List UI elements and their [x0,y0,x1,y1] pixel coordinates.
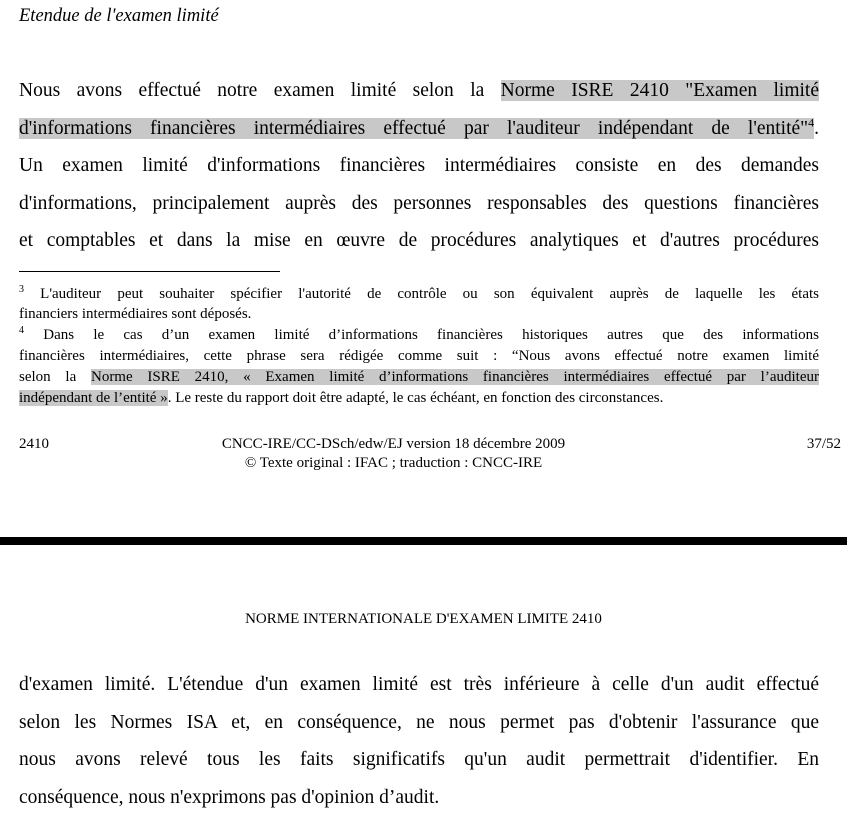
footnote-4-line: selon la Norme ISRE 2410, « Examen limité d’informations financières intermédiaires effectué par l’auditeur [19,369,819,385]
paragraph-line: nous avons relevé tous les faits significatifs qu'un audit permettrait d'identifier. En [19,749,819,770]
footer-center-line-1: CNCC-IRE/CC-DSch/edw/EJ version 18 décembre 2009 [221,436,566,452]
paragraph-line: Nous avons effectué notre examen limité selon la Norme ISRE 2410 "Examen limité [19,80,819,101]
paragraph-line: conséquence, nous n'exprimons pas d'opinion d’audit. [19,787,440,808]
highlighted-text: Norme ISRE 2410 "Examen limité [500,80,819,101]
page-separator [0,537,847,545]
highlighted-text: d'informations financières intermédiaires effectué par l'auditeur indépendant de l'entité"$^4$ [19,115,815,139]
highlighted-text: indépendant de l’entité » [19,390,168,406]
page-number: 37/52 [806,436,841,452]
running-header: NORME INTERNATIONALE D'EXAMEN LIMITE 2410 [245,611,602,627]
paragraph-line: Un examen limité d'informations financières intermédiaires consiste en des demandes [19,155,819,176]
section-heading: Etendue de l'examen limité [19,6,219,26]
footnote-3-line: $^3$ L'auditeur peut souhaiter spécifier l'autorité de contrôle ou son équivalent auprès de laquelle les états [19,284,819,302]
footer-left: 2410 [19,436,49,452]
highlighted-text: Norme ISRE 2410, « Examen limité d’informations financières intermédiaires effectué par l’auditeur [90,369,819,385]
footer-center-line-2: © Texte original : IFAC ; traduction : CNCC-IRE [244,455,543,471]
footnote-separator [19,271,280,272]
paragraph-line: d'examen limité. L'étendue d'un examen limité est très inférieure à celle d'un audit effectué [19,674,819,695]
footnote-3-line: financiers intermédiaires sont déposés. [19,306,252,322]
footnote-4-line: indépendant de l’entité ». Le reste du rapport doit être adapté, le cas échéant, en fonction des circonstances. [19,390,664,406]
footnote-4-line: $^4$ Dans le cas d’un examen limité d’informations financières historiques autres que des informations [19,325,819,343]
paragraph-line: d'informations, principalement auprès des personnes responsables des questions financières [19,193,819,214]
footnote-4-line: financières intermédiaires, cette phrase sera rédigée comme suit : “Nous avons effectué notre examen limité [19,348,819,364]
paragraph-line: et comptables et dans la mise en œuvre de procédures analytiques et d'autres procédures [19,230,819,251]
paragraph-line: d'informations financières intermédiaires effectué par l'auditeur indépendant de l'entité"$^4$. [19,115,819,139]
footnote-ref-4[interactable]: 4 [808,115,815,130]
paragraph-line: selon les Normes ISA et, en conséquence, ne nous permet pas d'obtenir l'assurance que [19,712,819,733]
